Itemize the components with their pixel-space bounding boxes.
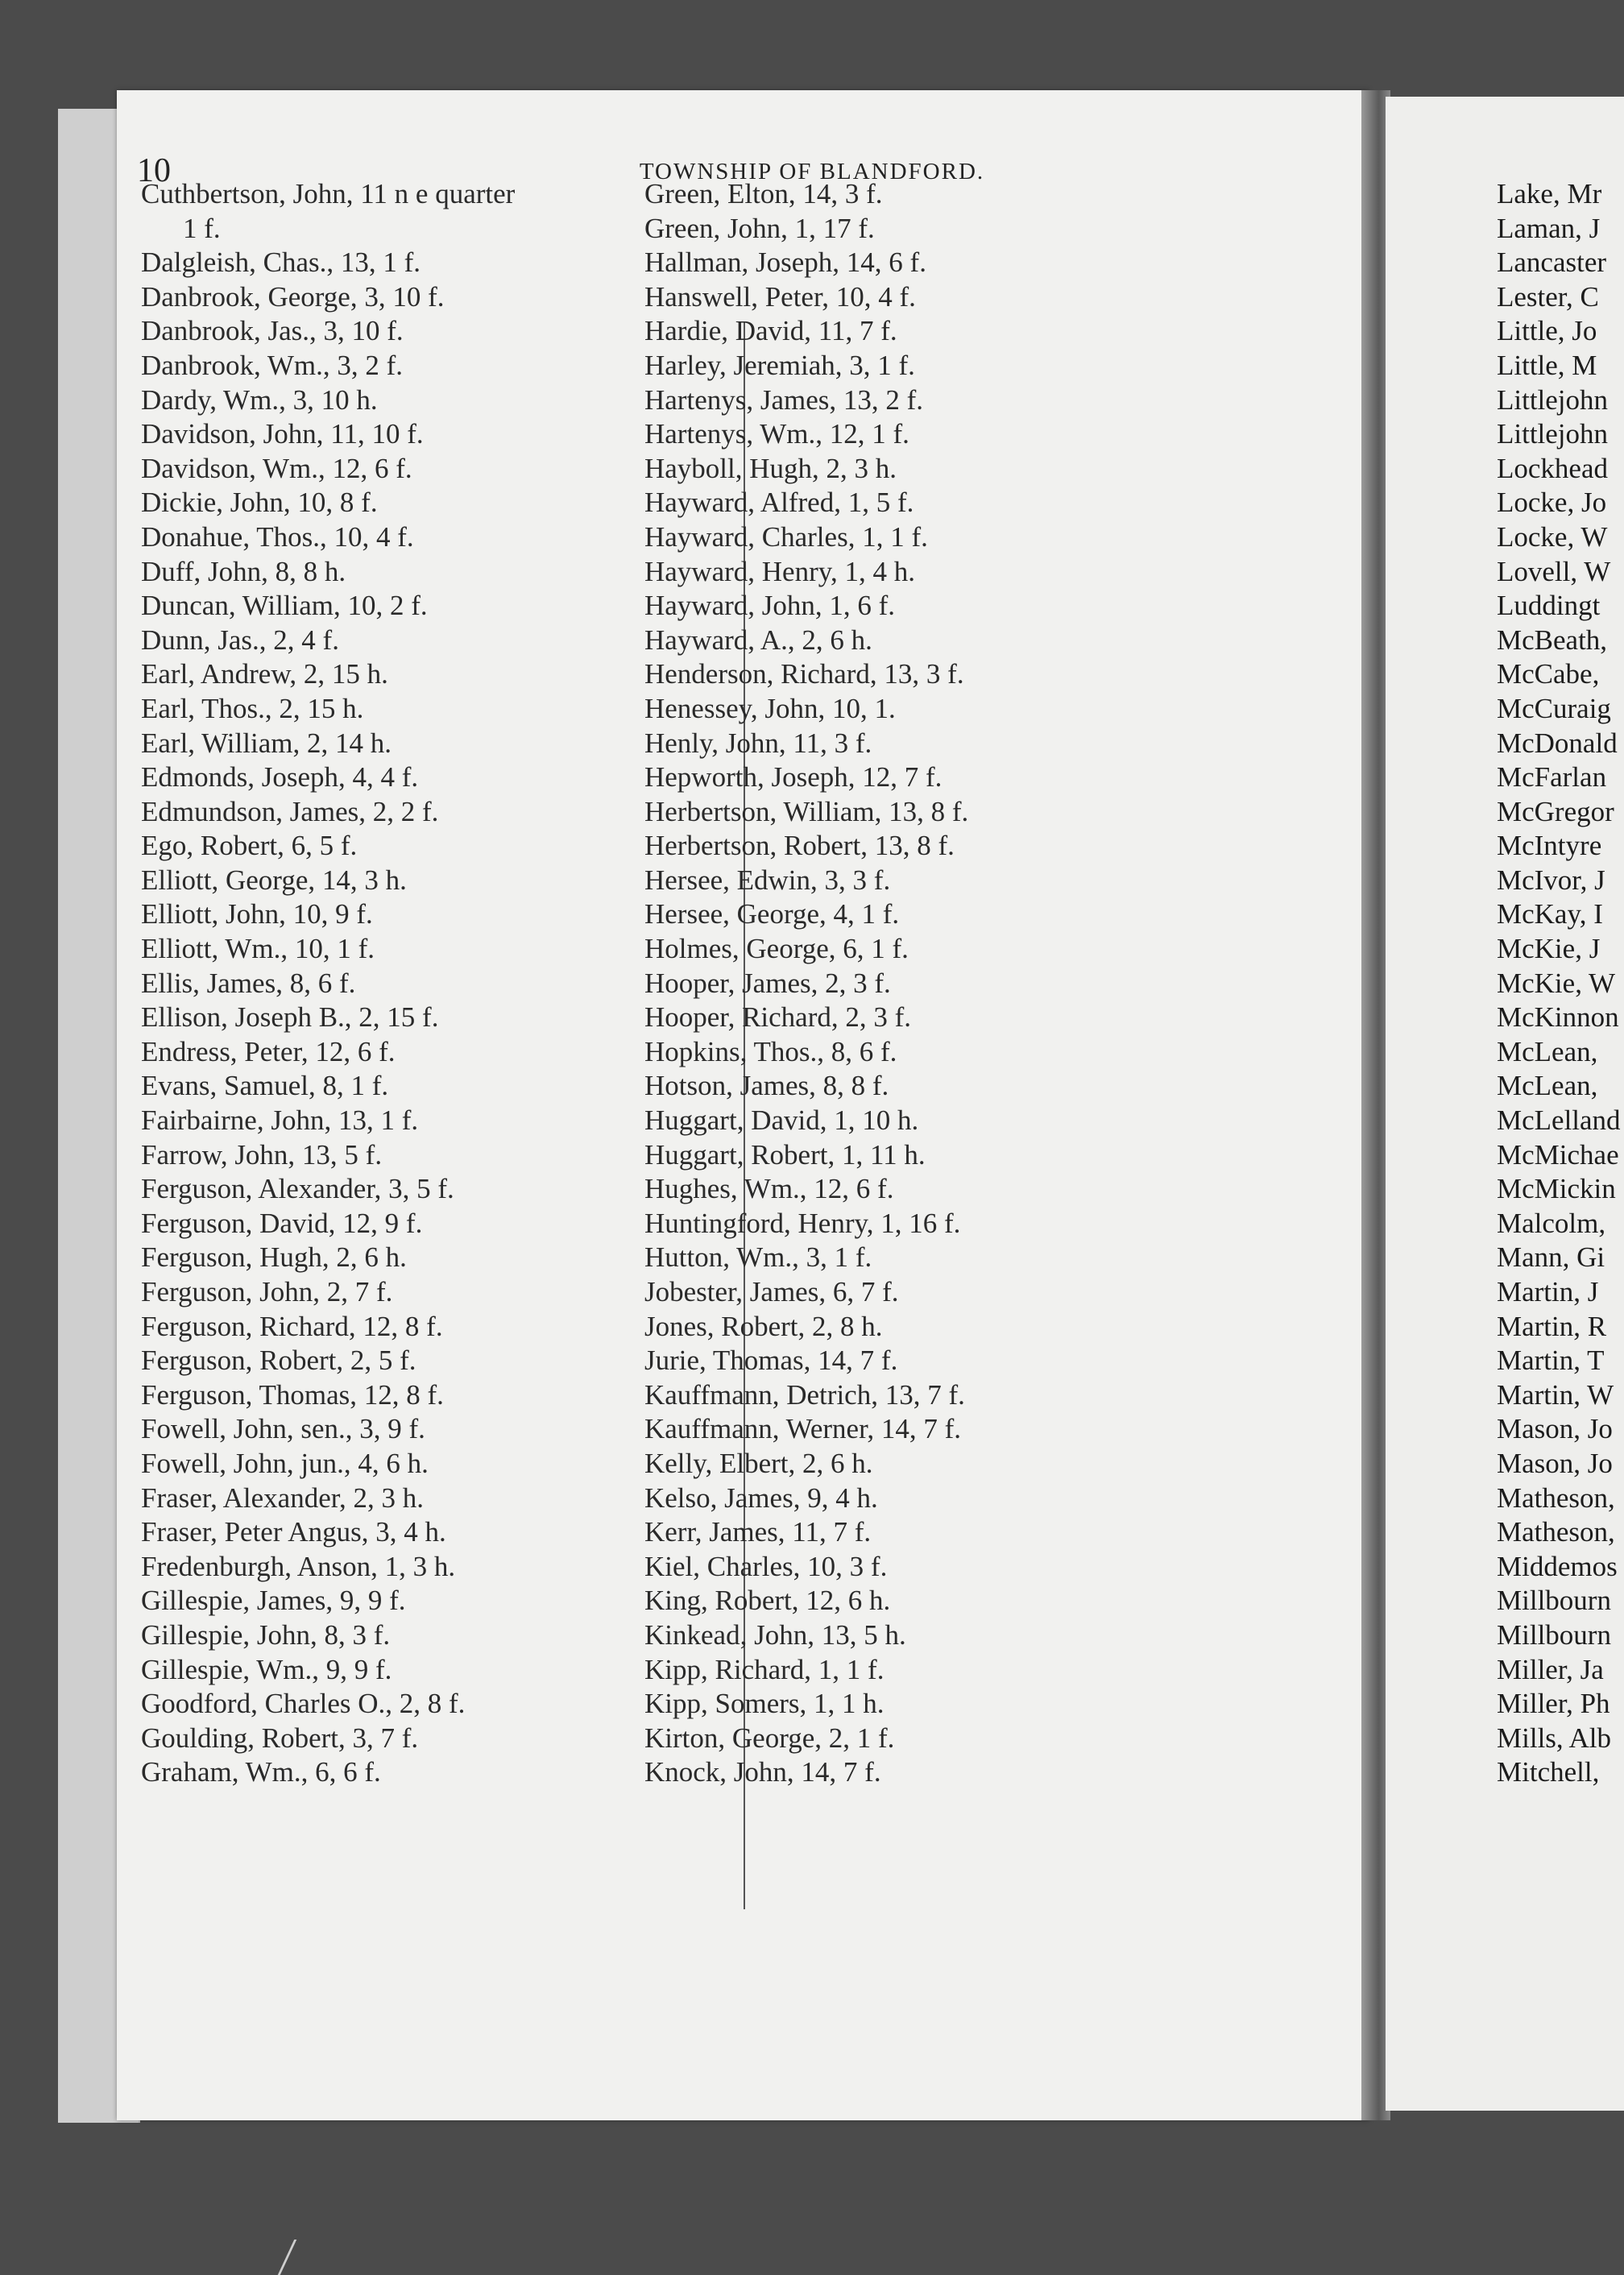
- list-item: Hutton, Wm., 3, 1 f.: [644, 1241, 872, 1274]
- list-item: Huggart, Robert, 1, 11 h.: [644, 1138, 926, 1171]
- list-item: Mason, Jo: [1497, 1413, 1613, 1445]
- list-item-continuation: 1 f.: [183, 212, 221, 244]
- list-item: Evans, Samuel, 8, 1 f.: [141, 1070, 389, 1102]
- list-item: Farrow, John, 13, 5 f.: [141, 1138, 383, 1171]
- list-item: Ferguson, Richard, 12, 8 f.: [141, 1310, 443, 1342]
- list-item: McBeath,: [1497, 624, 1608, 656]
- list-item: McCabe,: [1497, 658, 1600, 690]
- list-item: Gillespie, James, 9, 9 f.: [141, 1585, 406, 1617]
- list-item: Locke, Jo: [1497, 487, 1607, 519]
- list-item: Hersee, George, 4, 1 f.: [644, 898, 900, 930]
- list-item: Edmonds, Joseph, 4, 4 f.: [141, 761, 419, 794]
- list-item: Danbrook, George, 3, 10 f.: [141, 280, 445, 313]
- list-item: McFarlan: [1497, 761, 1607, 794]
- list-item: Gillespie, Wm., 9, 9 f.: [141, 1653, 392, 1685]
- list-item: Hanswell, Peter, 10, 4 f.: [644, 280, 916, 313]
- list-item: Dardy, Wm., 3, 10 h.: [141, 383, 378, 416]
- list-item: Hallman, Joseph, 14, 6 f.: [644, 247, 926, 279]
- list-item: McKinnon: [1497, 1001, 1619, 1034]
- list-item: Miller, Ja: [1497, 1653, 1604, 1685]
- list-item: Harley, Jeremiah, 3, 1 f.: [644, 349, 915, 381]
- list-item: Davidson, Wm., 12, 6 f.: [141, 452, 412, 484]
- list-item: Hayboll, Hugh, 2, 3 h.: [644, 452, 897, 484]
- list-item: Martin, J: [1497, 1276, 1599, 1307]
- list-item: Earl, Andrew, 2, 15 h.: [141, 658, 388, 690]
- list-item: Danbrook, Wm., 3, 2 f.: [141, 349, 403, 381]
- list-item: Earl, Thos., 2, 15 h.: [141, 692, 364, 724]
- list-item: Ellis, James, 8, 6 f.: [141, 967, 356, 999]
- list-item: Earl, William, 2, 14 h.: [141, 727, 392, 759]
- list-item: Locke, W: [1497, 520, 1608, 553]
- list-item: Henly, John, 11, 3 f.: [644, 727, 872, 759]
- list-item: Littlejohn: [1497, 418, 1609, 450]
- list-item: McIntyre: [1497, 830, 1602, 862]
- list-item: Hartenys, James, 13, 2 f.: [644, 383, 924, 416]
- running-head: TOWNSHIP OF BLANDFORD.: [639, 159, 985, 184]
- list-item: Malcolm,: [1497, 1207, 1606, 1239]
- list-item: Mann, Gi: [1497, 1241, 1605, 1274]
- list-item: McKie, J: [1497, 933, 1601, 965]
- list-item: Kipp, Richard, 1, 1 f.: [644, 1653, 884, 1685]
- list-item: McLelland: [1497, 1104, 1621, 1137]
- list-item: Fraser, Alexander, 2, 3 h.: [141, 1481, 424, 1514]
- list-item: Ferguson, Alexander, 3, 5 f.: [141, 1173, 454, 1205]
- list-item: Jones, Robert, 2, 8 h.: [644, 1310, 883, 1342]
- list-item: Dalgleish, Chas., 13, 1 f.: [141, 247, 421, 279]
- list-item: Ferguson, Hugh, 2, 6 h.: [141, 1241, 407, 1274]
- list-item: Ferguson, Thomas, 12, 8 f.: [141, 1378, 444, 1411]
- list-item: Martin, T: [1497, 1345, 1605, 1377]
- list-item: Ego, Robert, 6, 5 f.: [141, 830, 358, 862]
- list-item: Kauffmann, Werner, 14, 7 f.: [644, 1413, 961, 1445]
- list-item: Henessey, John, 10, 1.: [644, 692, 896, 724]
- film-scratch-mark: [278, 2240, 321, 2275]
- list-item: Goodford, Charles O., 2, 8 f.: [141, 1688, 466, 1720]
- list-item: Miller, Ph: [1497, 1688, 1610, 1720]
- list-item: Littlejohn: [1497, 383, 1609, 416]
- list-item: Hersee, Edwin, 3, 3 f.: [644, 864, 891, 896]
- list-item: Ferguson, David, 12, 9 f.: [141, 1207, 423, 1239]
- list-item: McLean,: [1497, 1035, 1598, 1067]
- list-item: Kiel, Charles, 10, 3 f.: [644, 1550, 888, 1582]
- list-item: Jurie, Thomas, 14, 7 f.: [644, 1345, 898, 1377]
- list-item: Fowell, John, jun., 4, 6 h.: [141, 1447, 429, 1479]
- list-item: Elliott, John, 10, 9 f.: [141, 898, 373, 930]
- list-item: Hayward, Alfred, 1, 5 f.: [644, 487, 914, 519]
- list-item: Endress, Peter, 12, 6 f.: [141, 1035, 396, 1067]
- list-item: Graham, Wm., 6, 6 f.: [141, 1756, 381, 1788]
- list-item: Fraser, Peter Angus, 3, 4 h.: [141, 1516, 446, 1548]
- list-item: Ellison, Joseph B., 2, 15 f.: [141, 1001, 439, 1034]
- list-item: Kipp, Somers, 1, 1 h.: [644, 1688, 884, 1720]
- list-item: Elliott, Wm., 10, 1 f.: [141, 933, 375, 965]
- list-item: Mason, Jo: [1497, 1447, 1613, 1479]
- list-item: Lake, Mr: [1497, 178, 1602, 209]
- list-item: Herbertson, Robert, 13, 8 f.: [644, 830, 955, 862]
- list-item: Lester, C: [1497, 280, 1599, 313]
- list-item: McMichae: [1497, 1138, 1619, 1171]
- list-item: Kirton, George, 2, 1 f.: [644, 1722, 895, 1754]
- list-item: Martin, R: [1497, 1310, 1607, 1342]
- list-item: Hayward, Henry, 1, 4 h.: [644, 555, 915, 587]
- list-item: Middemos: [1497, 1550, 1618, 1582]
- list-item: Kelso, James, 9, 4 h.: [644, 1481, 878, 1514]
- page-number: 10: [137, 152, 171, 189]
- list-item: Knock, John, 14, 7 f.: [644, 1756, 881, 1788]
- list-item: Hooper, Richard, 2, 3 f.: [644, 1001, 912, 1034]
- list-item: Davidson, John, 11, 10 f.: [141, 418, 424, 450]
- list-item: Hayward, A., 2, 6 h.: [644, 624, 872, 656]
- list-item: Little, Jo: [1497, 315, 1597, 347]
- list-item: McCuraig: [1497, 692, 1611, 724]
- list-item: Little, M: [1497, 349, 1597, 381]
- list-item: Danbrook, Jas., 3, 10 f.: [141, 315, 404, 347]
- list-item: Kauffmann, Detrich, 13, 7 f.: [644, 1378, 965, 1411]
- list-item: Duff, John, 8, 8 h.: [141, 555, 346, 587]
- list-item: Jobester, James, 6, 7 f.: [644, 1276, 899, 1307]
- list-item: Goulding, Robert, 3, 7 f.: [141, 1722, 419, 1754]
- list-item: Matheson,: [1497, 1481, 1615, 1514]
- list-item: McIvor, J: [1497, 864, 1605, 896]
- list-item: Cuthbertson, John, 11 n e quarter: [141, 178, 516, 209]
- list-item: McLean,: [1497, 1070, 1598, 1102]
- list-item: Herbertson, William, 13, 8 f.: [644, 795, 969, 827]
- list-item: Kelly, Elbert, 2, 6 h.: [644, 1447, 873, 1479]
- list-item: Lovell, W: [1497, 555, 1611, 587]
- list-item: Holmes, George, 6, 1 f.: [644, 933, 909, 965]
- list-item: Duncan, William, 10, 2 f.: [141, 590, 428, 622]
- list-item: McDonald: [1497, 727, 1618, 759]
- list-item: Millbourn: [1497, 1585, 1611, 1617]
- list-item: Henderson, Richard, 13, 3 f.: [644, 658, 964, 690]
- list-item: Hartenys, Wm., 12, 1 f.: [644, 418, 909, 450]
- list-item: Millbourn: [1497, 1618, 1611, 1651]
- list-item: Lancaster: [1497, 247, 1607, 279]
- list-item: Kerr, James, 11, 7 f.: [644, 1516, 872, 1548]
- list-item: Ferguson, John, 2, 7 f.: [141, 1276, 393, 1307]
- list-item: Hughes, Wm., 12, 6 f.: [644, 1173, 894, 1205]
- list-item: Elliott, George, 14, 3 h.: [141, 864, 407, 896]
- list-item: Fowell, John, sen., 3, 9 f.: [141, 1413, 425, 1445]
- list-item: Matheson,: [1497, 1516, 1615, 1548]
- list-item: Martin, W: [1497, 1378, 1614, 1411]
- list-item: Huntingford, Henry, 1, 16 f.: [644, 1207, 961, 1239]
- list-item: Laman, J: [1497, 212, 1601, 244]
- list-item: Ferguson, Robert, 2, 5 f.: [141, 1345, 416, 1377]
- list-item: Hardie, David, 11, 7 f.: [644, 315, 897, 347]
- list-item: Hayward, John, 1, 6 f.: [644, 590, 896, 622]
- list-item: Hepworth, Joseph, 12, 7 f.: [644, 761, 942, 794]
- list-item: Kinkead, John, 13, 5 h.: [644, 1618, 906, 1651]
- directory-column-right-partial: [1497, 177, 1624, 1790]
- list-item: Gillespie, John, 8, 3 f.: [141, 1618, 391, 1651]
- list-item: Dunn, Jas., 2, 4 f.: [141, 624, 339, 656]
- list-item: Hooper, James, 2, 3 f.: [644, 967, 891, 999]
- list-item: King, Robert, 12, 6 h.: [644, 1585, 891, 1617]
- list-item: Green, John, 1, 17 f.: [644, 212, 875, 244]
- list-item: Hayward, Charles, 1, 1 f.: [644, 520, 928, 553]
- list-item: Green, Elton, 14, 3 f.: [644, 178, 883, 209]
- list-item: Luddingt: [1497, 590, 1601, 622]
- list-item: McKay, I: [1497, 898, 1603, 930]
- list-item: Fairbairne, John, 13, 1 f.: [141, 1104, 419, 1137]
- directory-column-middle: [644, 177, 1176, 1790]
- list-item: McMickin: [1497, 1173, 1616, 1205]
- list-item: Mitchell,: [1497, 1756, 1600, 1788]
- list-item: Lockhead: [1497, 452, 1608, 484]
- list-item: Edmundson, James, 2, 2 f.: [141, 795, 439, 827]
- list-item: Hotson, James, 8, 8 f.: [644, 1070, 889, 1102]
- list-item: Mills, Alb: [1497, 1722, 1611, 1754]
- list-item: Donahue, Thos., 10, 4 f.: [141, 520, 414, 553]
- list-item: McGregor: [1497, 795, 1614, 827]
- list-item: Fredenburgh, Anson, 1, 3 h.: [141, 1550, 456, 1582]
- list-item: McKie, W: [1497, 967, 1616, 999]
- list-item: Hopkins, Thos., 8, 6 f.: [644, 1035, 897, 1067]
- list-item: Huggart, David, 1, 10 h.: [644, 1104, 919, 1137]
- list-item: Dickie, John, 10, 8 f.: [141, 487, 378, 519]
